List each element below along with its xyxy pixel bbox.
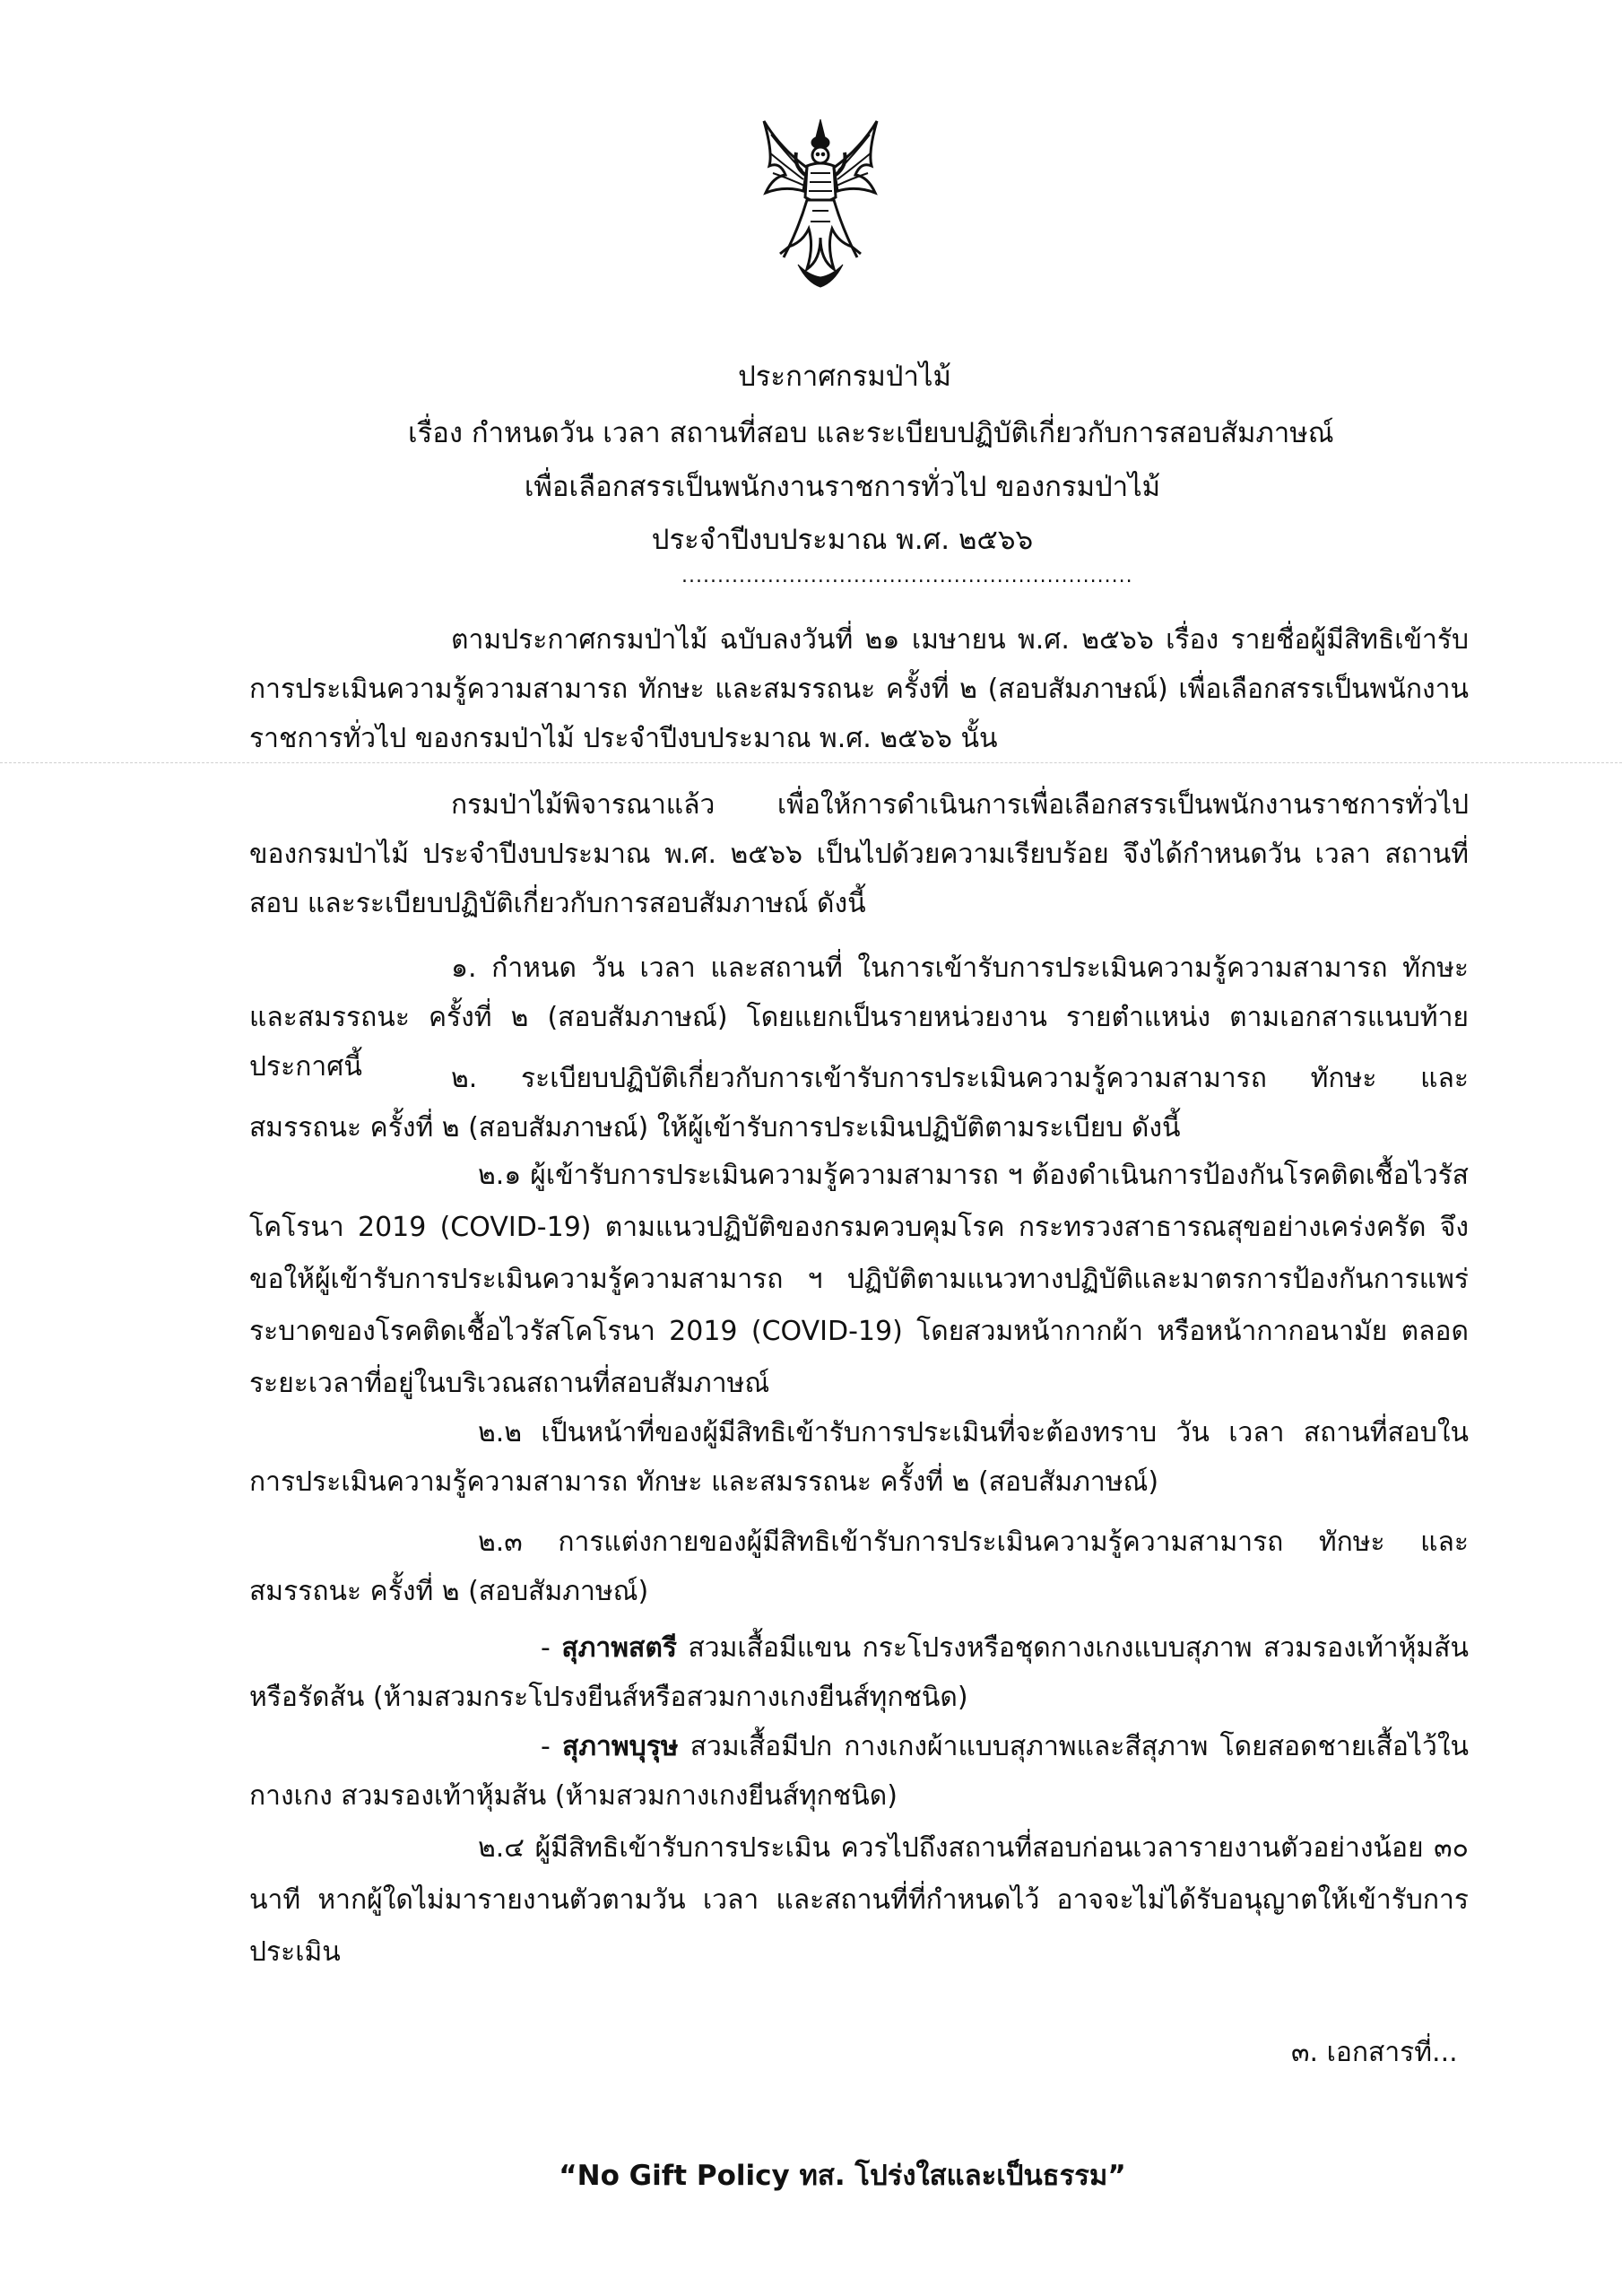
subject-line-2: เพื่อเลือกสรรเป็นพนักงานราชการทั่วไป ของกรมป่าไม้: [524, 471, 1161, 503]
dress-women-label: สุภาพสตรี: [561, 1632, 677, 1664]
dress-men-text: สวมเสื้อมีปก กางเกงผ้าแบบสุภาพและสีสุภาพ โดยสอดชายเสื้อไว้ในกางเกง สวมรองเท้าหุ้มส้น (ห้ามสวมกางเกงยีนส์ทุกชนิด): [249, 1731, 1469, 1812]
fiscal-year-line: ประจำปีงบประมาณ พ.ศ. ๒๕๖๖: [651, 524, 1034, 556]
announcement-title: ประกาศกรมป่าไม้: [738, 361, 951, 393]
paragraph-dress-men: [249, 1722, 1469, 1821]
paragraph-item-2-3: ๒.๓ การแต่งกายของผู้มีสิทธิเข้ารับการประเมินความรู้ความสามารถ ทักษะ และสมรรถนะ ครั้งที่ ๒ (สอบสัมภาษณ์): [249, 1526, 1469, 1607]
dress-women-dash: -: [541, 1632, 562, 1664]
dress-women-text: สวมเสื้อมีแขน กระโปรงหรือชุดกางเกงแบบสุภาพ สวมรองเท้าหุ้มส้น หรือรัดส้น (ห้ามสวมกระโปรงยีนส์หรือสวมกางเกงยีนส์ทุกชนิด): [249, 1632, 1469, 1713]
paragraph-consideration: กรมป่าไม้พิจารณาแล้ว เพื่อให้การดำเนินการเพื่อเลือกสรรเป็นพนักงานราชการทั่วไป ของกรมป่าไม้ ประจำปีงบประมาณ พ.ศ. ๒๕๖๖ เป็นไปด้วยความเรียบร้อย จึงได้กำหนดวัน เวลา สถานที่สอบ และระเบียบปฏิบัติเกี่ยวกับการสอบสัมภาษณ์ ดังนี้: [249, 789, 1469, 919]
dress-men-label: สุภาพบุรุษ: [561, 1731, 679, 1762]
next-page-marker: ๓. เอกสารที่...: [1291, 2037, 1458, 2068]
paragraph-item-2: ๒. ระเบียบปฏิบัติเกี่ยวกับการเข้ารับการประเมินความรู้ความสามารถ ทักษะ และสมรรถนะ ครั้งที่ ๒ (สอบสัมภาษณ์) ให้ผู้เข้ารับการประเมินปฏิบัติตามระเบียบ ดังนี้: [249, 1063, 1469, 1144]
paragraph-item-1: ๑. กำหนด วัน เวลา และสถานที่ ในการเข้ารับการประเมินความรู้ความสามารถ ทักษะ และสมรรถนะ ครั้งที่ ๒ (สอบสัมภาษณ์) โดยแยกเป็นรายหน่วยงาน รายตำแหน่ง ตามเอกสารแนบท้ายประกาศนี้: [249, 952, 1469, 1083]
paragraph-reference: ตามประกาศกรมป่าไม้ ฉบับลงวันที่ ๒๑ เมษายน พ.ศ. ๒๕๖๖ เรื่อง รายชื่อผู้มีสิทธิเข้ารับการประเมินความรู้ความสามารถ ทักษะ และสมรรถนะ ครั้งที่ ๒ (สอบสัมภาษณ์) เพื่อเลือกสรรเป็นพนักงานราชการทั่วไป ของกรมป่าไม้ ประจำปีงบประมาณ พ.ศ. ๒๕๖๖ นั้น: [249, 624, 1469, 754]
paragraph-item-2-4: ๒.๔ ผู้มีสิทธิเข้ารับการประเมิน ควรไปถึงสถานที่สอบก่อนเวลารายงานตัวอย่างน้อย ๓๐ นาที หากผู้ใดไม่มารายงานตัวตามวัน เวลา และสถานที่ที่กำหนดไว้ อาจจะไม่ได้รับอนุญาตให้เข้ารับการประเมิน: [249, 1832, 1469, 1968]
dress-men-dash: -: [541, 1731, 562, 1762]
paragraph-item-2-2: ๒.๒ เป็นหน้าที่ของผู้มีสิทธิเข้ารับการประเมินที่จะต้องทราบ วัน เวลา สถานที่สอบในการประเมินความรู้ความสามารถ ทักษะ และสมรรถนะ ครั้งที่ ๒ (สอบสัมภาษณ์): [249, 1417, 1469, 1498]
subject-line: เรื่อง กำหนดวัน เวลา สถานที่สอบ และระเบียบปฏิบัติเกี่ยวกับการสอบสัมภาษณ์: [408, 417, 1334, 449]
garuda-emblem-icon: [753, 112, 888, 291]
footer-policy: “No Gift Policy ทส. โปร่งใสและเป็นธรรม”: [559, 2160, 1126, 2192]
paragraph-item-2-1: ๒.๑ ผู้เข้ารับการประเมินความรู้ความสามารถ ฯ ต้องดำเนินการป้องกันโรคติดเชื้อไวรัสโคโรนา 2019 (COVID-19) ตามแนวปฏิบัติของกรมควบคุมโรค กระทรวงสาธารณสุขอย่างเคร่งครัด จึงขอให้ผู้เข้ารับการประเมินความรู้ความสามารถ ฯ ปฏิบัติตามแนวทางปฏิบัติและมาตรการป้องกันการแพร่ระบาดของโรคติดเชื้อไวรัสโคโรนา 2019 (COVID-19) โดยสวมหน้ากากผ้า หรือหน้ากากอนามัย ตลอดระยะเวลาที่อยู่ในบริเวณสถานที่สอบสัมภาษณ์: [249, 1160, 1469, 1399]
header-separator: ...............................................................: [681, 565, 1133, 587]
paragraph-dress-women: [249, 1623, 1469, 1722]
